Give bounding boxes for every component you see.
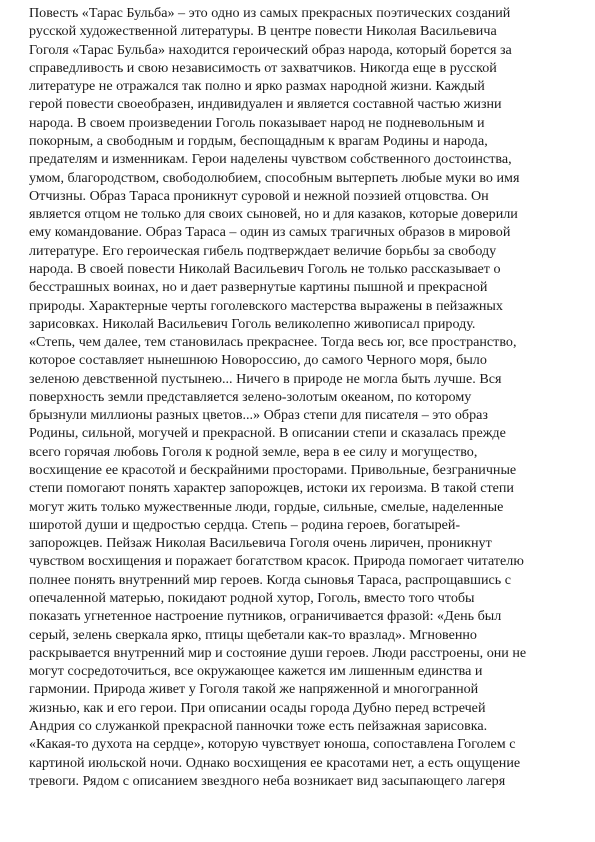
essay-paragraph <box>29 4 569 790</box>
text-line: которое составляет нынешнюю Новороссию, до самого Черного моря, было <box>29 352 487 369</box>
text-line: восхищение ее красотой и бескрайними просторами. Привольные, безграничные <box>29 462 517 479</box>
text-line: опечаленной матерью, покидают родной хутор, Гоголь, вместо того чтобы <box>29 590 475 606</box>
text-line: является отцом не только для своих сыновей, но и для казаков, которые доверили <box>29 206 518 223</box>
text-line: «Степь, чем далее, тем становилась прекраснее. Тогда весь юг, все пространство, <box>29 334 517 351</box>
text-line: картиной июльской ночи. Однако восхищения ее красотами нет, а есть ощущение <box>29 754 521 771</box>
text-line: раскрывается внутренний мир и состояние души героев. Люди расстроены, они не <box>29 644 527 661</box>
text-line: чувством восхищения и поражает богатством красок. Природа помогает читателю <box>29 553 524 570</box>
text-line: могут жить только мужественные люди, гордые, сильные, смелые, наделенные <box>29 498 504 515</box>
text-line: зарисовках. Николай Васильевич Гоголь великолепно живописал природу. <box>29 315 476 332</box>
text-line: народа. В своем произведении Гоголь показывает народ не подневольным и <box>29 114 485 131</box>
text-line: серый, зелень сверкала ярко, птицы щебетали как-то вразлад». Мгновенно <box>29 626 477 643</box>
text-line: «Какая-то духота на сердце», которую чувствует юноша, сопоставлена Гоголем с <box>29 736 516 753</box>
text-line: природы. Характерные черты гоголевского мастерства выражены в пейзажных <box>29 297 503 314</box>
text-line: могут сосредоточиться, все окружающее кажется им лишенным единства и <box>29 663 483 680</box>
text-line: запорожцев. Пейзаж Николая Васильевича Гоголя очень лиричен, проникнут <box>29 535 492 552</box>
text-line: поверхность земли представляется зелено-золотым океаном, по которому <box>29 388 472 405</box>
text-line: жизнью, как и его герои. При описании осады города Дубно перед встречей <box>29 699 486 716</box>
text-line: зеленою девственной пустынею... Ничего в природе не могла быть лучше. Вся <box>29 370 502 387</box>
text-line: герой повести своеобразен, индивидуален и является составной частью жизни <box>29 96 502 113</box>
text-line: всего горячая любовь Гоголя к родной земле, вера в ее силу и могущество, <box>29 443 478 460</box>
text-line: бесстрашных воинах, но и дает развернутые картины пышной и прекрасной <box>29 279 488 296</box>
text-line: показать угнетенное настроение путников, ограничивается фразой: «День был <box>29 608 502 625</box>
document-page <box>29 4 569 824</box>
text-line: Гоголя «Тарас Бульба» находится героический образ народа, который борется за <box>29 41 512 58</box>
text-line: полнее понять внутренний мир героев. Когда сыновья Тараса, распрощавшись с <box>29 571 511 588</box>
text-line: гармонии. Природа живет у Гоголя такой же напряженной и многогранной <box>29 681 479 698</box>
text-line: литературе не отражался так полно и ярко размах народной жизни. Каждый <box>29 78 485 95</box>
text-line: литературе. Его героическая гибель подтверждает величие борьбы за свободу <box>29 242 497 259</box>
text-line: русской художественной литературы. В центре повести Николая Васильевича <box>29 23 497 40</box>
text-line: широтой души и щедростью сердца. Степь – родина героев, богатырей- <box>29 516 461 533</box>
text-line: покорным, а свободным и гордым, беспощадным к врагам Родины и народа, <box>29 132 488 149</box>
text-line: ему командование. Образ Тараса – один из самых трагичных образов в мировой <box>29 224 511 241</box>
text-line: Повесть «Тарас Бульба» – это одно из самых прекрасных поэтических созданий <box>29 5 511 21</box>
text-line: умом, благородством, свободолюбием, способным вытерпеть любые муки во имя <box>29 169 520 186</box>
text-line: справедливость и свою независимость от захватчиков. Никогда еще в русской <box>29 59 497 76</box>
text-line: брызнули миллионы разных цветов...» Образ степи для писателя – это образ <box>29 407 488 424</box>
text-line: Родины, сильной, могучей и прекрасной. В описании степи и сказалась прежде <box>29 425 506 442</box>
text-line: предателям и изменникам. Герои наделены чувством собственного достоинства, <box>29 151 512 168</box>
text-line: Андрия со служанкой прекрасной панночки тоже есть пейзажная зарисовка. <box>29 717 488 734</box>
text-line: тревоги. Рядом с описанием звездного неба возникает вид засыпающего лагеря <box>29 772 506 789</box>
text-line: степи помогают понять характер запорожцев, истоки их героизма. В такой степи <box>29 480 514 497</box>
text-line: народа. В своей повести Николай Васильевич Гоголь не только рассказывает о <box>29 260 501 277</box>
text-line: Отчизны. Образ Тараса проникнут суровой и нежной поэзией отцовства. Он <box>29 187 489 204</box>
